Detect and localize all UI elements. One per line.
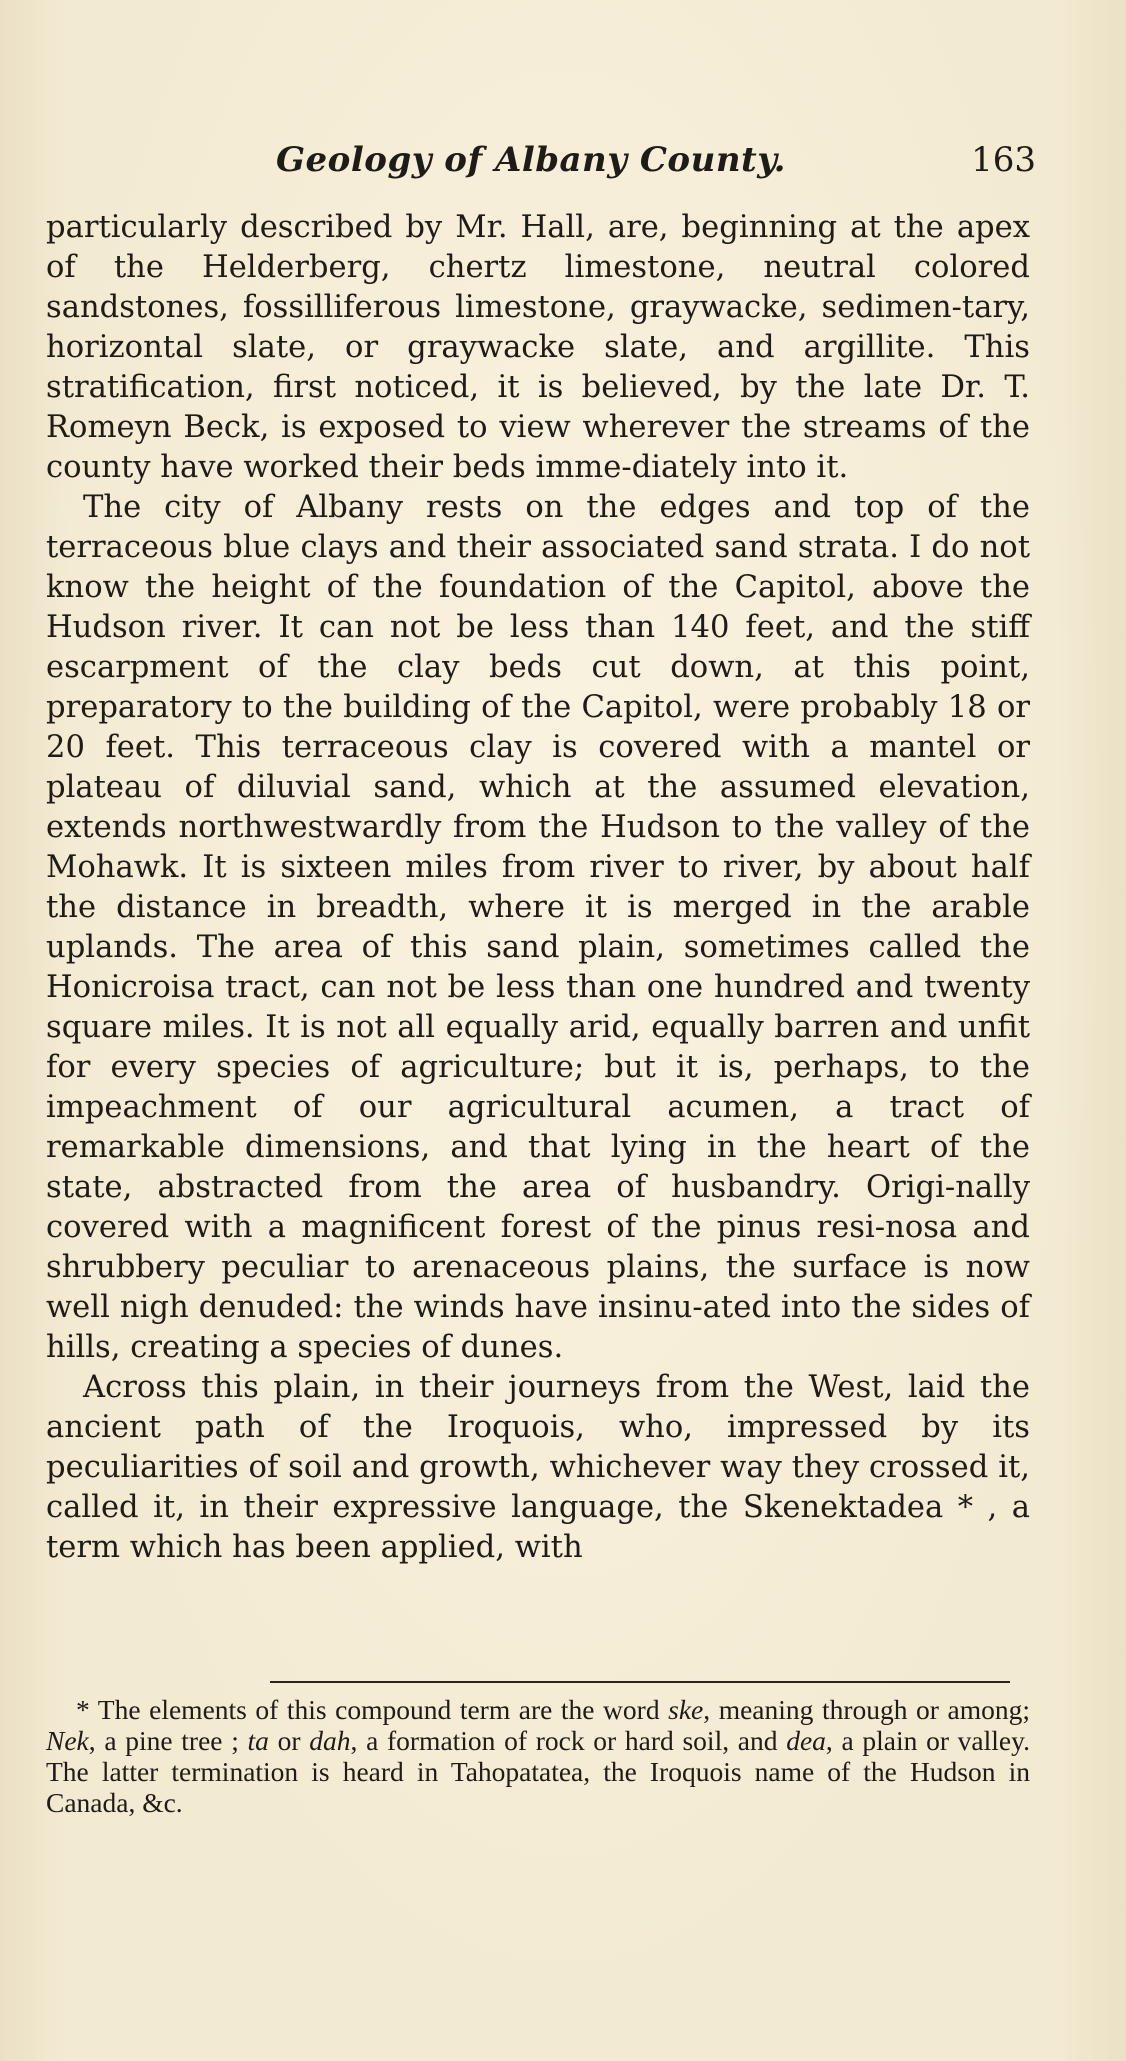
footnote-segment: * The elements of this compound term are the word — [76, 1694, 669, 1725]
footnote-segment: , a formation of rock or hard soil, and — [350, 1725, 787, 1756]
footnote-term: ske — [668, 1694, 704, 1725]
footnote-term: Nek — [46, 1725, 89, 1756]
footnote-segment: , a pine tree ; — [88, 1725, 248, 1756]
footnote-segment: or — [268, 1725, 310, 1756]
footnote-rule — [270, 1681, 1010, 1683]
footnote-segment: , meaning through or among; — [703, 1694, 1031, 1725]
footnote-segment: , a plain or valley. The latter termination is heard in Tahopatatea, the Iroquois name of the Hudson in Canada, &c. — [46, 1725, 1030, 1818]
page-header — [46, 140, 1036, 190]
paragraph-continued: particularly described by Mr. Hall, are, beginning at the apex of the Helderberg, chertz limestone, neutral colored sandstones, fossilliferous limestone, graywacke, sedimen-tary, horizontal slate, or graywacke slate, and argillite. This stratification, first noticed, it is believed, by the late Dr. T. Romeyn Beck, is exposed to view wherever the streams of the county have worked their beds imme-diately into it. — [46, 210, 1030, 485]
footnote-text — [46, 1694, 1030, 1818]
footnote — [46, 1694, 1030, 1818]
footnote-term: dea — [786, 1725, 826, 1756]
footnote-term: dah — [309, 1725, 351, 1756]
body-text — [46, 208, 1030, 1568]
paragraph-albany: The city of Albany rests on the edges and top of the terraceous blue clays and their associated sand strata. I do not know the height of the foundation of the Capitol, above the Hudson river. It can not be less than 140 feet, and the stiff escarpment of the clay beds cut down, at this point, preparatory to the building of the Capitol, were probably 18 or 20 feet. This terraceous clay is covered with a mantel or plateau of diluvial sand, which at the assumed elevation, extends northwestwardly from the Hudson to the valley of the Mohawk. It is sixteen miles from river to river, by about half the distance in breadth, where it is merged in the arable uplands. The area of this sand plain, sometimes called the Honicroisa tract, can not be less than one hundred and twenty square miles. It is not all equally arid, equally barren and unfit for every species of agriculture; but it is, perhaps, to the impeachment of our agricultural acumen, a tract of remarkable dimensions, and that lying in the heart of the state, abstracted from the area of husbandry. Origi-nally covered with a magnificent forest of the pinus resi-nosa and shrubbery peculiar to arenaceous plains, the surface is now well nigh denuded: the winds have insinu-ated into the sides of hills, creating a species of dunes. — [46, 490, 1030, 1365]
page-number: 163 — [971, 140, 1036, 180]
footnote-term: ta — [247, 1725, 269, 1756]
running-title: Geology of Albany County. — [276, 140, 786, 180]
paragraph-iroquois-path: Across this plain, in their journeys from the West, laid the ancient path of the Iroquois, who, impressed by its peculiarities of soil and growth, whichever way they crossed it, called it, in their expressive language, the Skenektadea * , a term which has been applied, with — [46, 1370, 1030, 1565]
